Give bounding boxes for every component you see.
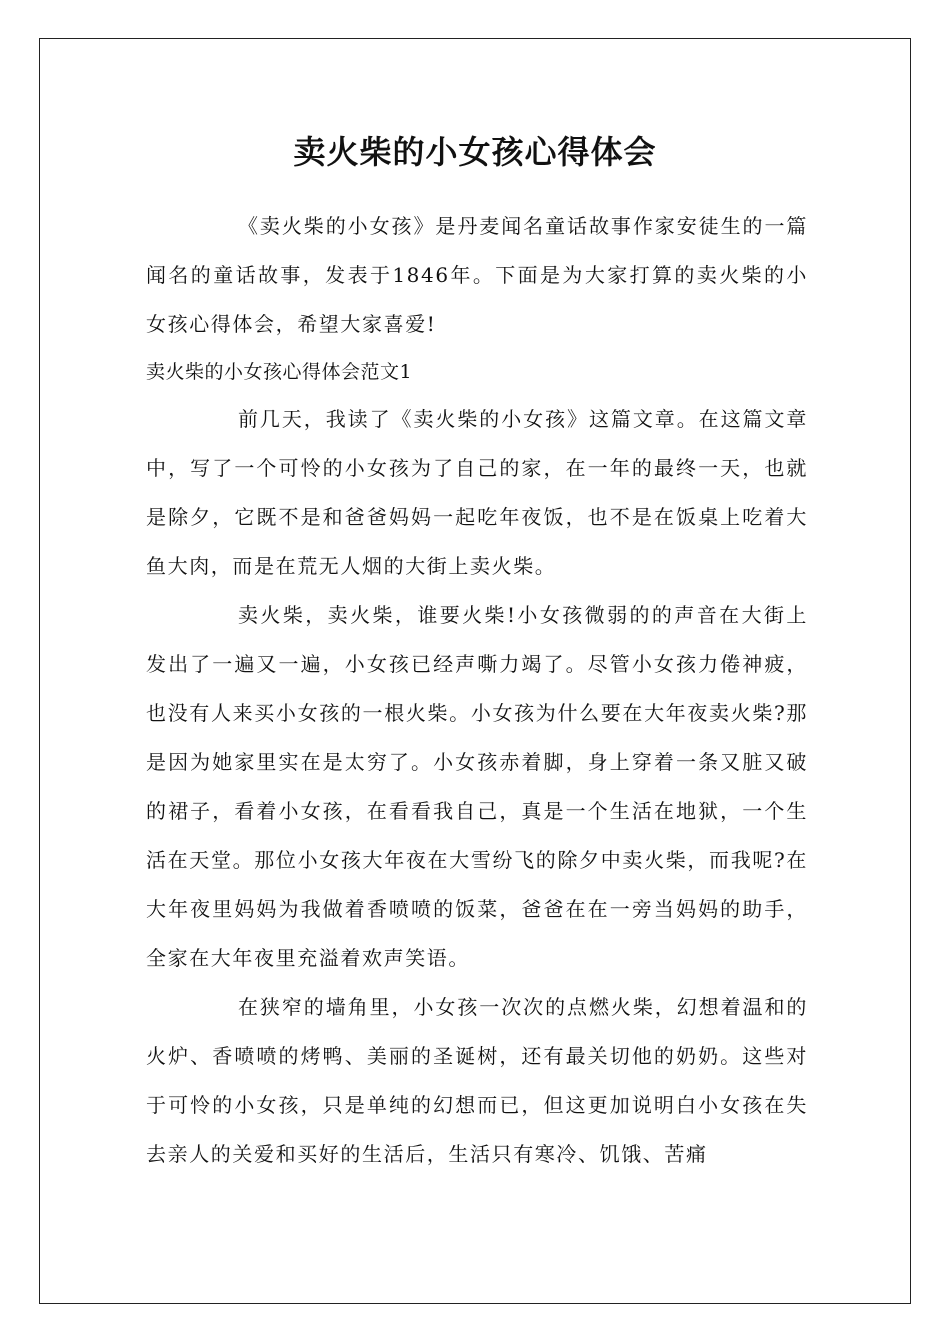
section-heading: 卖火柴的小女孩心得体会范文1 xyxy=(146,361,413,383)
body-paragraph-3: 在狭窄的墙角里，小女孩一次次的点燃火柴，幻想着温和的火炉、香喷喷的烤鸭、美丽的圣诞树，还有最关切他的奶奶。这些对于可怜的小女孩，只是单纯的幻想而已，但这更加说明白小女孩在失去亲人的关爱和买好的生活后，生活只有寒冷、饥饿、苦痛 xyxy=(146,995,808,1166)
body-paragraph-2: 卖火柴，卖火柴，谁要火柴!小女孩微弱的的声音在大街上发出了一遍又一遍，小女孩已经声嘶力竭了。尽管小女孩力倦神疲，也没有人来买小女孩的一根火柴。小女孩为什么要在大年夜卖火柴?那是因为她家里实在是太穷了。小女孩赤着脚，身上穿着一条又脏又破的裙子，看着小女孩，在看看我自己，真是一个生活在地狱，一个生活在天堂。那位小女孩大年夜在大雪纷飞的除夕中卖火柴，而我呢?在大年夜里妈妈为我做着香喷喷的饭菜，爸爸在在一旁当妈妈的助手，全家在大年夜里充溢着欢声笑语。 xyxy=(146,603,808,970)
intro-paragraph: 《卖火柴的小女孩》是丹麦闻名童话故事作家安徒生的一篇闻名的童话故事，发表于1846年。下面是为大家打算的卖火柴的小女孩心得体会，希望大家喜爱! xyxy=(146,214,808,336)
document-body xyxy=(146,202,808,1179)
document-title: 卖火柴的小女孩心得体会 xyxy=(293,133,657,171)
body-paragraph-1: 前几天，我读了《卖火柴的小女孩》这篇文章。在这篇文章中，写了一个可怜的小女孩为了自己的家，在一年的最终一天，也就是除夕，它既不是和爸爸妈妈一起吃年夜饭，也不是在饭桌上吃着大鱼大肉，而是在荒无人烟的大街上卖火柴。 xyxy=(146,407,808,578)
